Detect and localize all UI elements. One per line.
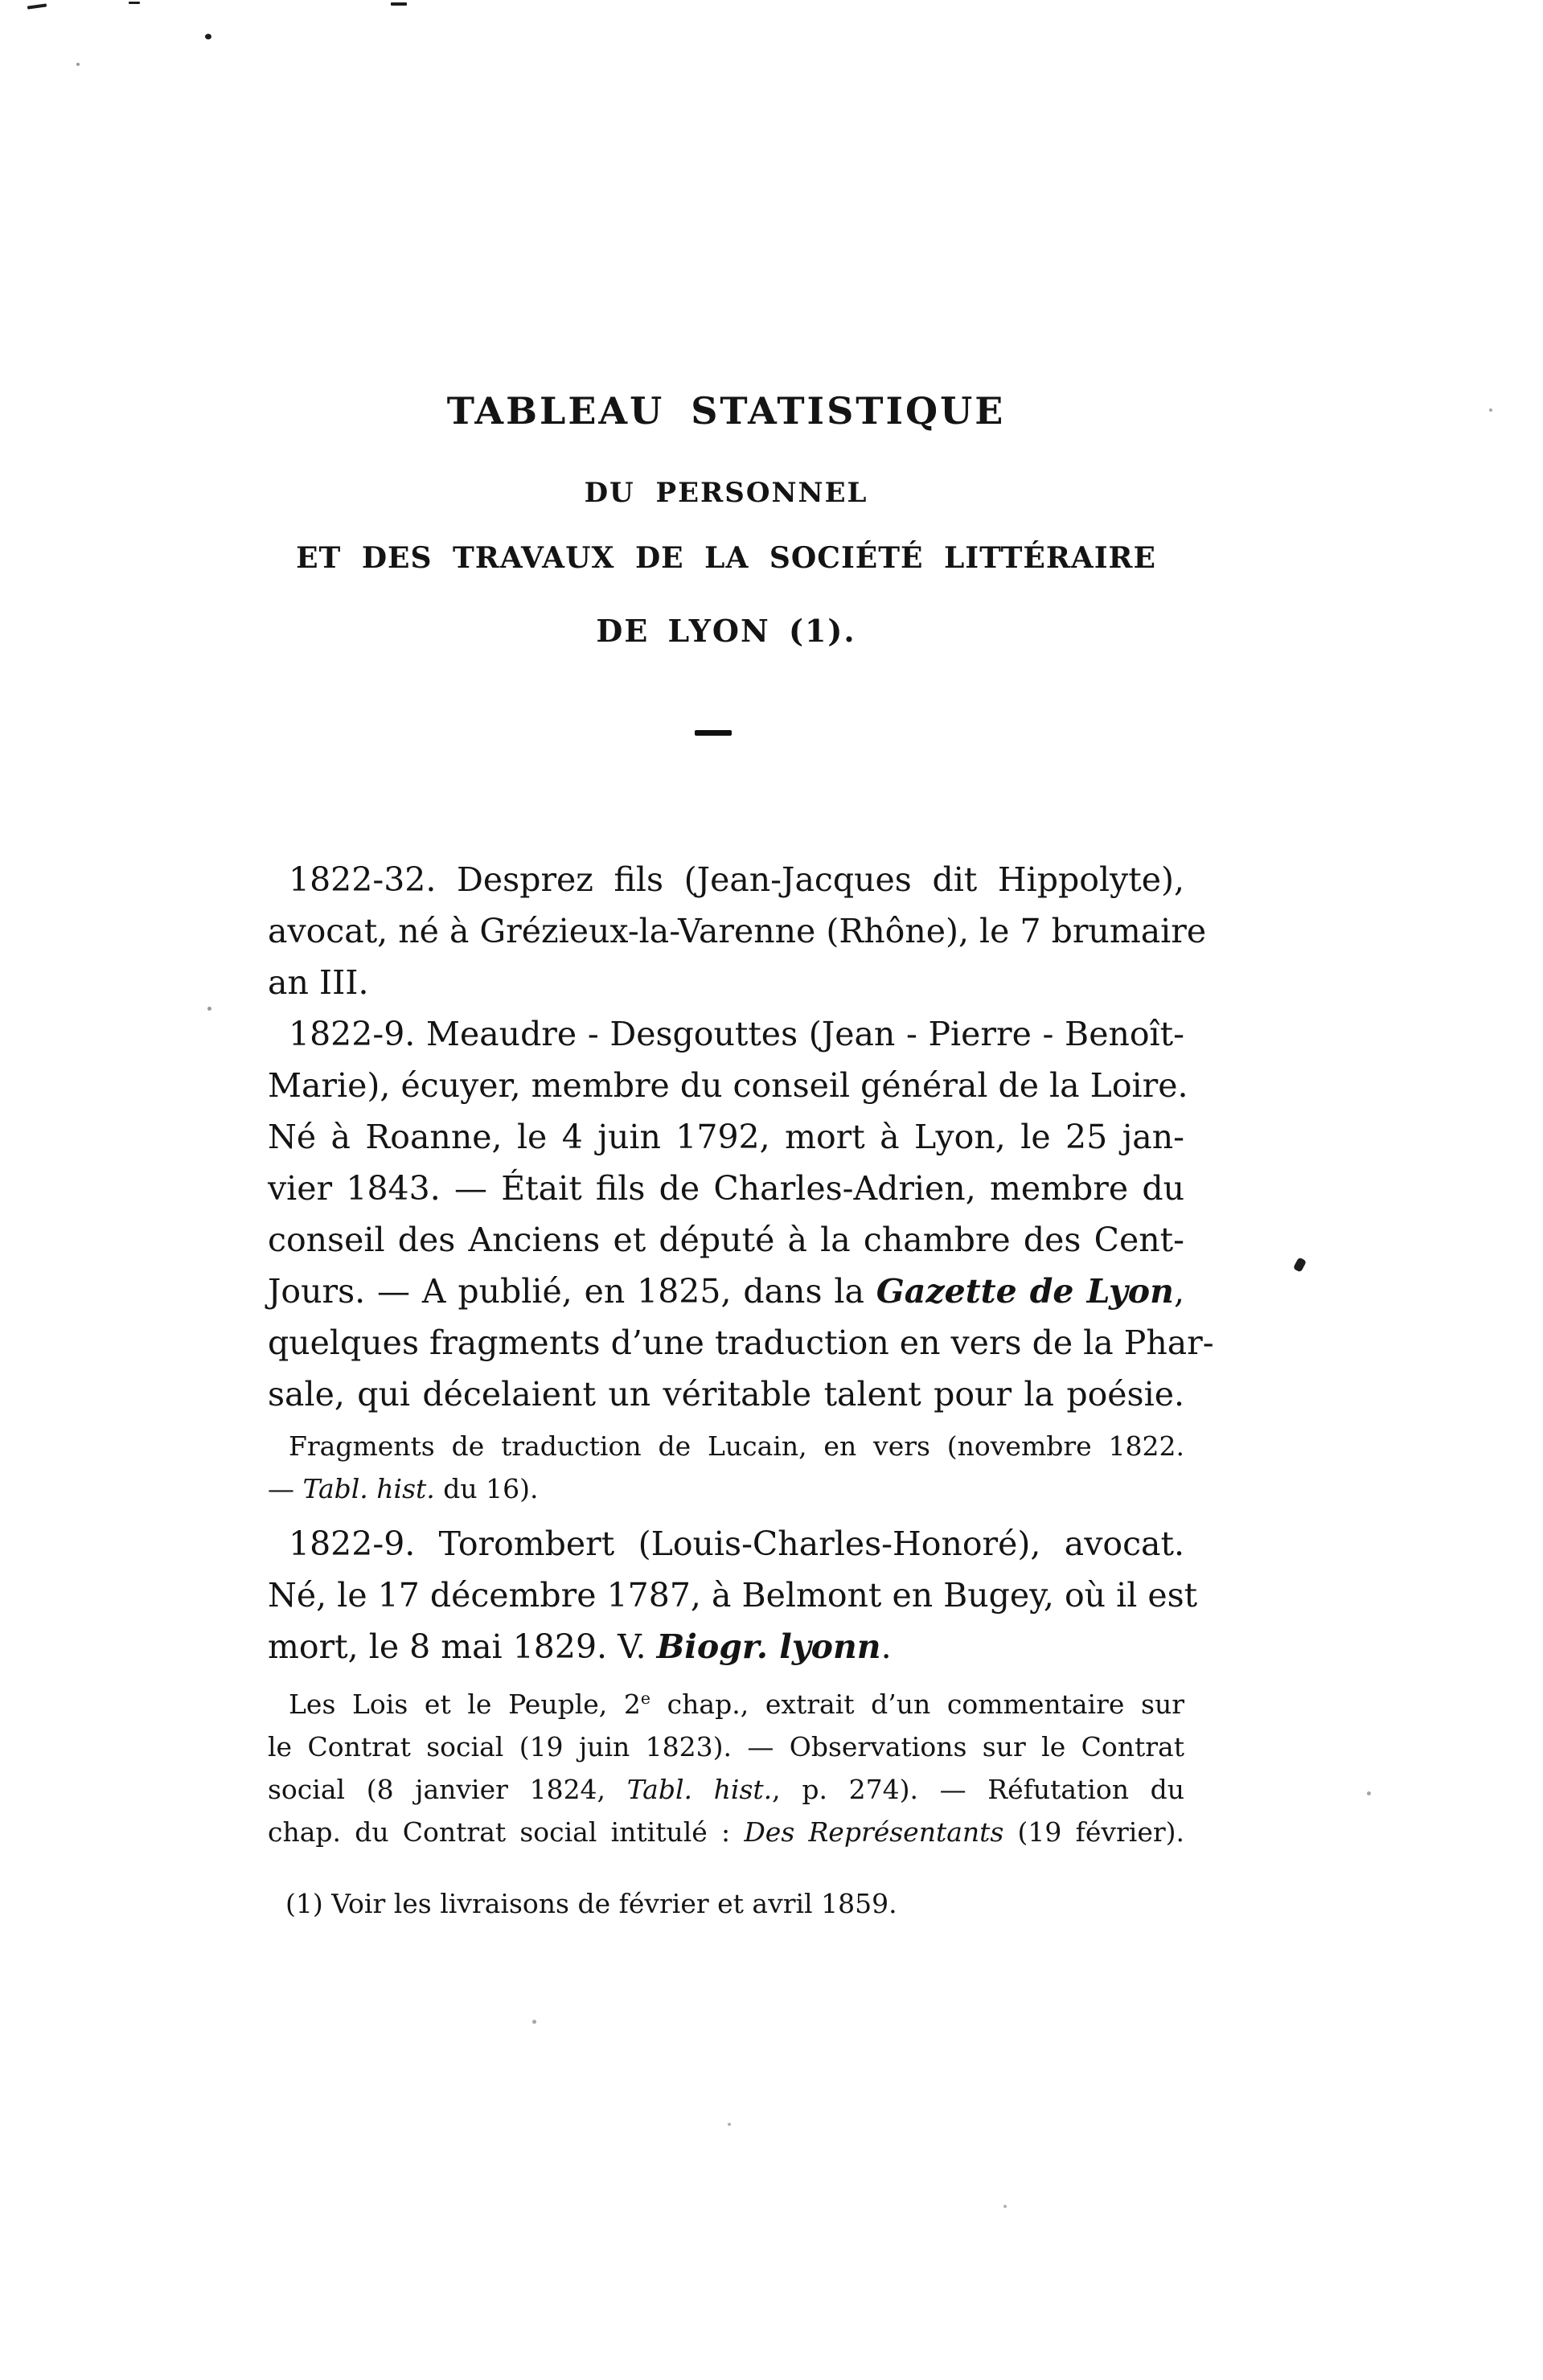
text-segment: le Contrat social (19 juin 1823). — Observations sur le Contrat [268, 1731, 1184, 1762]
text-segment: 1822-32. Desprez fils (Jean-Jacques dit Hippolyte), [289, 860, 1184, 899]
text-segment: conseil des Anciens et député à la chambre des Cent- [268, 1221, 1184, 1259]
entry-paragraph [268, 854, 1207, 1008]
text-segment: Jours. — A publié, en 1825, dans la [268, 1272, 876, 1311]
text-line [268, 1677, 1184, 1726]
text-line [268, 1621, 1184, 1672]
note-paragraph [268, 1677, 1184, 1853]
text-segment: Fragments de traduction de Lucain, en vers (novembre 1822. [289, 1430, 1184, 1462]
scan-speckle [391, 2, 407, 6]
italic-text: Gazette de Lyon [876, 1272, 1174, 1311]
entry-paragraph [268, 1008, 1214, 1420]
text-segment: social (8 janvier 1824, [268, 1774, 627, 1805]
text-segment: mort, le 8 mai 1829. V. [268, 1627, 657, 1666]
page-title: TABLEAU STATISTIQUE [446, 389, 1006, 433]
scan-speckle [129, 2, 140, 4]
text-line [268, 1570, 1198, 1621]
text-line [268, 1163, 1184, 1214]
text-segment: vier 1843. — Était fils de Charles-Adrien, membre du [268, 1169, 1184, 1208]
entry-paragraph [268, 1518, 1198, 1672]
text-segment: Né, le 17 décembre 1787, à Belmont en Bugey, où il est [268, 1576, 1198, 1615]
scan-speckle [1367, 1791, 1371, 1795]
section-divider-rule [695, 730, 732, 736]
scan-speckle [1003, 2205, 1007, 2208]
text-line [268, 905, 1207, 957]
italic-text: Tabl. hist. [626, 1774, 773, 1805]
text-line [268, 957, 1184, 1008]
scan-speckle [205, 34, 211, 39]
text-segment: quelques fragments d’une traduction en vers de la Phar- [268, 1323, 1214, 1362]
text-segment: an III. [268, 963, 369, 1002]
text-segment: 1822-9. Torombert (Louis-Charles-Honoré), avocat. [289, 1524, 1184, 1563]
text-line [268, 1060, 1188, 1111]
text-line [268, 854, 1184, 905]
text-line [268, 1214, 1184, 1266]
text-segment: (19 février). [1003, 1816, 1184, 1848]
italic-text: Biogr. lyonn [656, 1627, 881, 1666]
text-segment: Les Lois et le Peuple, 2 [289, 1689, 641, 1720]
scan-speckle [532, 2020, 536, 2024]
text-segment: chap., extrait d’un commentaire sur [650, 1689, 1184, 1720]
text-segment: 1822-9. Meaudre - Desgouttes (Jean - Pierre - Benoît- [289, 1015, 1184, 1053]
scan-speckle [207, 1007, 211, 1011]
text-line [268, 1518, 1184, 1570]
scan-speckle [76, 63, 80, 66]
text-segment: — [268, 1473, 303, 1504]
scan-speckle [27, 3, 47, 9]
text-segment: Marie), écuyer, membre du conseil général de la Loire. [268, 1066, 1188, 1105]
text-line [268, 1008, 1184, 1060]
subtitle-line-2: ET DES TRAVAUX DE LA SOCIÉTÉ LITTÉRAIRE [296, 541, 1156, 575]
text-line [268, 1317, 1214, 1368]
text-line [268, 1368, 1184, 1420]
text-line [268, 1111, 1184, 1163]
text-segment: e [640, 1689, 651, 1708]
footnote: (1) Voir les livraisons de février et avril 1859. [285, 1888, 897, 1919]
scan-speckle [728, 2123, 731, 2126]
text-line [268, 1726, 1184, 1768]
text-line [268, 1266, 1184, 1317]
italic-text: Tabl. hist. [302, 1473, 435, 1504]
text-segment: chap. du Contrat social intitulé : [268, 1816, 745, 1848]
body-text [268, 854, 1214, 1925]
subtitle-line-3: DE LYON (1). [596, 613, 856, 649]
italic-text: Des Représentants [744, 1816, 1004, 1848]
text-line [268, 1425, 1184, 1467]
text-segment: , p. 274). — Réfutation du [772, 1774, 1185, 1805]
subtitle-line-1: DU PERSONNEL [584, 477, 868, 509]
text-line [268, 1768, 1184, 1811]
text-segment: sale, qui décelaient un véritable talent pour la poésie. [268, 1375, 1184, 1414]
scan-speckle [1293, 1257, 1307, 1272]
text-segment: . [880, 1627, 892, 1666]
note-paragraph [268, 1425, 1184, 1510]
text-line [268, 1811, 1184, 1853]
text-line [268, 1467, 1184, 1510]
text-segment: avocat, né à Grézieux-la-Varenne (Rhône), le 7 brumaire [268, 912, 1207, 950]
scan-speckle [1489, 408, 1492, 412]
text-segment: du 16). [434, 1473, 539, 1504]
text-segment: Né à Roanne, le 4 juin 1792, mort à Lyon, le 25 jan- [268, 1118, 1184, 1156]
text-segment: , [1173, 1272, 1184, 1311]
